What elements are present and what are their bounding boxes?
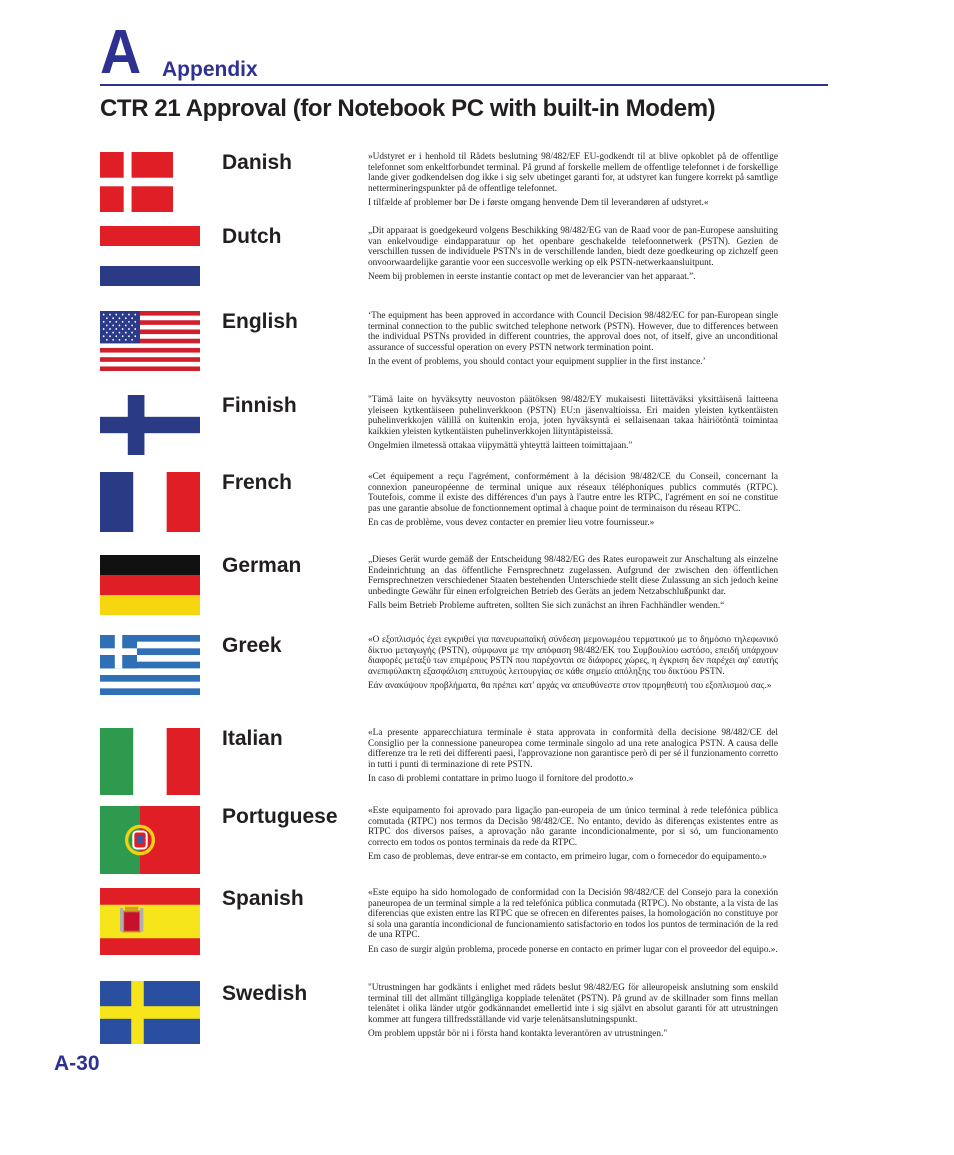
chapter-letter: A (100, 18, 140, 87)
contact-paragraph: Neem bij problemen in eerste instantie contact op met de leverancier van het apparaat.”. (368, 272, 696, 283)
approval-text (368, 472, 778, 533)
approval-paragraph: »Udstyret er i henhold til Rådets beslutning 98/482/EF EU-godkendt til at blive opkoblet på de offentlige telefonnet som enkeltforbundet terminal. På grund af forskelle mellem de offentlige telefonnet i de forskellige lande giver godkendelsen dog ikke i sig selv ubetinget garanti for, at udstyret kan fungere korrekt på samtlige nettermineringspunkter på de offentlige telefonnet. (368, 152, 778, 194)
language-label: German (222, 554, 302, 577)
contact-paragraph: I tilfælde af problemer bør De i første omgang henvende Dem til leverandøren af udstyret.« (368, 198, 709, 209)
approval-text (368, 555, 778, 616)
approval-text (368, 983, 778, 1044)
language-label: Italian (222, 727, 283, 750)
approval-text (368, 395, 778, 456)
approval-paragraph: "Utrustningen har godkänts i enlighet med rådets beslut 98/482/EG för alleuropeisk anslutning som enskild terminal till det allmänt tillgängliga kopplade telenätet (PSTN). På grund av de skillnader som finns mellan telenätet i olika länder utgör godkännandet emellertid inte i sig självt en absolut garanti för att utrustningen kommer att fungera tillfredsställande vid varje telenätsanslutningspunkt. (368, 983, 778, 1025)
language-label: French (222, 471, 293, 494)
page-title: CTR 21 Approval (for Notebook PC with built-in Modem) (100, 95, 716, 122)
flag-spain-icon (100, 888, 200, 955)
flag-portugal-icon (100, 806, 200, 874)
page-number: A-30 (54, 1052, 100, 1075)
flag-germany-icon (100, 555, 200, 615)
contact-paragraph: Εάν ανακύψουν προβλήματα, θα πρέπει κατ' αρχάς να απευθύνεστε στον προμηθευτή του εξοπλισμού σας.» (368, 681, 772, 692)
flag-greece-icon (100, 635, 200, 695)
contact-paragraph: Om problem uppstår bör ni i första hand kontakta leverantören av utrustningen." (368, 1029, 668, 1040)
flag-italy-icon (100, 728, 200, 795)
approval-text (368, 728, 778, 789)
contact-paragraph: En caso de surgir algún problema, procede ponerse en contacto en primer lugar con el proveedor del equipo.».‌ (368, 944, 778, 955)
approval-paragraph: «La presente apparecchiatura terminale è stata approvata in conformità della decisione 98/482/CE del Consiglio per la connessione paneuropea come terminale singolo ad una rete analogica PSTN. A causa delle differenze tra le reti dei differenti paesi, l'approvazione non garantisce però di per sé il funzionamento corretto in tutti i punti di terminazione di rete PSTN. (368, 728, 778, 770)
language-label: Greek (222, 634, 282, 657)
contact-paragraph: Em caso de problemas, deve entrar-se em contacto, em primeiro lugar, com o fornecedor do equipamento.» (368, 852, 767, 863)
language-label: Portuguese (222, 805, 338, 828)
language-label: Dutch (222, 225, 282, 248)
approval-text (368, 152, 778, 213)
flag-finland-icon (100, 395, 200, 455)
approval-paragraph: "Tämä laite on hyväksytty neuvoston päätöksen 98/482/EY mukaisesti liitettäväksi yksittäisenä laitteena yleiseen kytkentäiseen puhelinverkkoon (PSTN) EU:n jäsenvaltioissa. Eri maiden yleisten kytkentäisten puhelinverkkojen välillä on kuitenkin eroja, joten hyväksyntä ei sellaisenaan takaa häiriötöntä toimintaa kaikkien yleisten kytkentäisten puhelinverkkojen liityntäpisteissä. (368, 395, 778, 437)
approval-paragraph: «Cet équipement a reçu l'agrément, conformément à la décision 98/482/CE du Conseil, concernant la connexion paneuropéenne de terminal unique aux réseaux téléphoniques publics commutés (RTPC). Toutefois, comme il existe des différences d'un pays à l'autre entre les RTPC, l'agrément en soi ne constitue pas une garantie absolue de fonctionnement optimal à chaque point de terminaison du réseau RTPC. (368, 472, 778, 514)
language-label: Spanish (222, 887, 304, 910)
approval-paragraph: „Dit apparaat is goedgekeurd volgens Beschikking 98/482/EG van de Raad voor de pan-Europese aansluiting van enkelvoudige eindapparatuur op het openbare geschakelde telefoonnetwerk (PSTN). Gezien de verschillen tussen de individuele PSTN's in de verschillende landen, biedt deze goedkeuring op zichzelf geen onvoorwaardelijke garantie voor een succesvolle werking op elk PSTN-netwerkaansluitpunt. (368, 226, 778, 268)
contact-paragraph: Ongelmien ilmetessä ottakaa viipymättä yhteyttä laitteen toimittajaan." (368, 441, 633, 452)
contact-paragraph: En cas de problème, vous devez contacter en premier lieu votre fournisseur.» (368, 518, 655, 529)
approval-text (368, 635, 778, 696)
contact-paragraph: Falls beim Betrieb Probleme auftreten, sollten Sie sich zunächst an ihren Fachhändler wenden.“ (368, 601, 725, 612)
language-label: Danish (222, 151, 293, 174)
approval-text (368, 311, 778, 372)
chapter-label: Appendix (162, 58, 258, 81)
flag-denmark-icon (100, 152, 173, 212)
approval-text (368, 806, 778, 867)
approval-paragraph: «Este equipamento foi aprovado para ligação pan-europeia de um único terminal à rede telefónica pública comutada (RTPC) nos termos da Decisão 98/482/CE. No entanto, devido às diferenças existentes entre as RTPC dos diversos países, a aprovação não garante incondicionalmente, por si só, um funcionamento correcto em todos os pontos terminais da rede da RTPC. (368, 806, 778, 848)
language-label: Finnish (222, 394, 297, 417)
chapter-header (100, 18, 828, 87)
approval-text (368, 888, 778, 960)
flag-france-icon (100, 472, 200, 532)
approval-paragraph: ‘The equipment has been approved in accordance with Council Decision 98/482/EC for pan-European single terminal connection to the public switched telephone network (PSTN). However, due to differences between the individual PSTNs provided in different countries, the approval does not, of itself, give an unconditional assurance of successful operation on every PSTN network termination point. (368, 311, 778, 353)
flag-usa-icon (100, 311, 200, 371)
language-label: English (222, 310, 298, 333)
approval-text (368, 226, 778, 287)
contact-paragraph: In caso di problemi contattare in primo luogo il fornitore del prodotto.» (368, 774, 634, 785)
language-label: Swedish (222, 982, 308, 1005)
flag-netherlands-icon (100, 226, 200, 286)
flag-sweden-icon (100, 981, 200, 1044)
approval-paragraph: «Ο εξοπλισμός έχει εγκριθεί για πανευρωπαϊκή σύνδεση μεμονωμέου τερματικού με το δημόσιο τηλεφωνικό δίκτυο μεταγωγής (PSTN), σύμφωνα με την απόφαση 98/482/ΕΚ του Συμβουλίου ωστόσο, επειδή υπάρχουν διαφορές μεταξύ των επιμέρους PSTN που παρέχονται σε διάφορες χώρες, η έγκριση δεν παρέχει αφ' εαυτής ανεπιφύλακτη εξασφάλιση επιτυχούς λειτουργίας σε κάθε σημείο απόληξης του δικτύου PSTN. (368, 635, 778, 677)
approval-paragraph: „Dieses Gerät wurde gemäß der Entscheidung 98/482/EG des Rates europaweit zur Anschaltung als einzelne Endeinrichtung an das öffentliche Fernsprechnetz zugelassen. Aufgrund der zwischen den öffentlichen Fernsprechnetzen verschiedener Staaten bestehenden Unterschiede stellt diese Zulassung an sich jedoch keine unbedingte Gewähr für einen erfolgreichen Betrieb des Geräts an jedem Netzabschlußpunkt dar. (368, 555, 778, 597)
contact-paragraph: In the event of problems, you should contact your equipment supplier in the first instance.’ (368, 357, 706, 368)
approval-paragraph: «Este equipo ha sido homologado de conformidad con la Decisión 98/482/CE del Consejo para la conexión paneuropea de un terminal simple a la red telefónica pública conmutada (RTPC). No obstante, a la vista de las diferencias que existen entre las RTPC que se ofrecen en diferentes países, la homologación no constituye por sí sola una garantía incondicional de funcionamiento satisfactorio en todos los puntos de terminación de la red de una RTPC. (368, 888, 778, 941)
